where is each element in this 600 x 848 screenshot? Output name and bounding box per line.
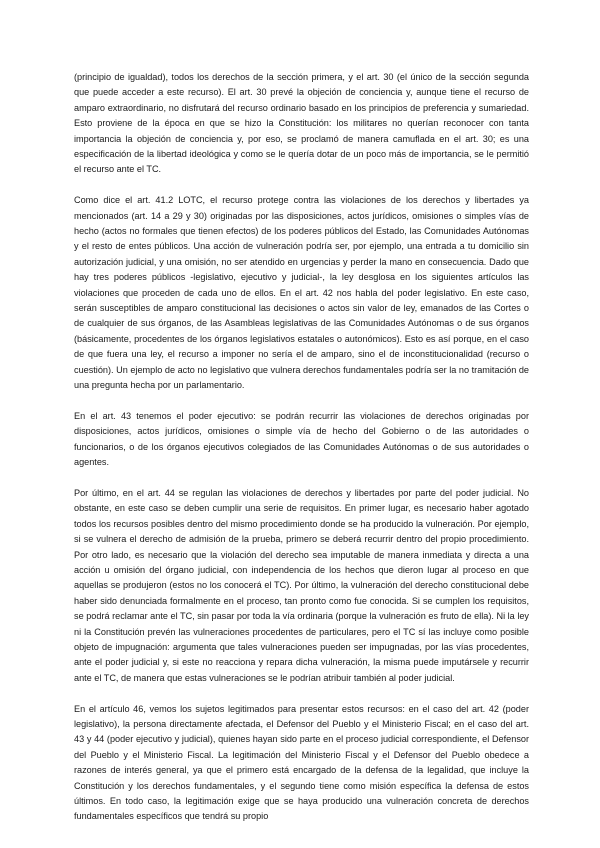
paragraph-objecion-conciencia: (principio de igualdad), todos los derechos de la sección primera, y el art. 30 (el único de la sección segunda que puede acceder a este recurso). El art. 30 prevé la objeción de conciencia y, aunque tiene el recurso de amparo extraordinario, no disfrutará del recurso ordinario basado en los principios de preferencia y sumariedad. Esto proviene de la época en que se hizo la Constitución: los militares no querían reconocer con tanta importancia la objeción de conciencia y, por eso, se proclamó de manera camuflada en el art. 30; es una especificación de la libertad ideológica y como se le quería dotar de un poco más de importancia, se le permitió el recurso ante el TC. bbox=[74, 72, 529, 175]
paragraph-art-46: En el artículo 46, vemos los sujetos legitimados para presentar estos recursos: en el caso del art. 42 (poder legislativo), la persona directamente afectada, el Defensor del Pueblo y el Ministerio Fiscal; en el caso del art. 43 y 44 (poder ejecutivo y judicial), quienes hayan sido parte en el proceso judicial correspondiente, el Defensor del Pueblo y el Ministerio Fiscal. La legitimación del Ministerio Fiscal y el Defensor del Pueblo obedece a razones de interés general, ya que el primero está encargado de la defensa de la legalidad, que incluye la Constitución y los derechos fundamentales, y el segundo tiene como misión específica la defensa de estos últimos. En todo caso, la legitimación exige que se haya producido una vulneración concreta de derechos fundamentales específicos que tendrá su propio bbox=[74, 703, 529, 822]
paragraph-art-43: En el art. 43 tenemos el poder ejecutivo: se podrán recurrir las violaciones de derechos originadas por disposiciones, actos jurídicos, omisiones o simple vía de hecho del Gobierno o de las autoridades o funcionarios, o de los órganos ejecutivos colegiados de las Comunidades Autónomas o de sus autoridades o agentes. bbox=[74, 410, 529, 468]
paragraph-art-41-42: Como dice el art. 41.2 LOTC, el recurso protege contra las violaciones de los derechos y libertades ya mencionados (art. 14 a 29 y 30) originadas por las disposiciones, actos jurídicos, omisiones o simples vías de hecho (actos no formales que tienen efectos) de los poderes públicos del Estado, las Comunidades Autónomas y el resto de entes públicos. Una acción de vulneración podría ser, por ejemplo, una entrada a tu domicilio sin autorización judicial, y una omisión, no ser atendido en urgencias y perder la mano en consecuencia. Dado que hay tres poderes públicos -legislativo, ejecutivo y judicial-, la ley desglosa en los siguientes artículos las violaciones que proceden de cada uno de ellos. En el art. 42 nos habla del poder legislativo. En este caso, serán susceptibles de amparo constitucional las decisiones o actos sin valor de ley, emanados de las Cortes o de cualquier de sus órganos, de las Asambleas legislativas de las Comunidades Autónomas o de sus órganos (básicamente, procedentes de los órganos legislativos estatales o autonómicos). Esto es así porque, en el caso de que fuera una ley, el recurso a imponer no sería el de amparo, sino el de inconstitucionalidad (recurso o cuestión). Un ejemplo de acto no legislativo que vulnera derechos fundamentales podría ser la no tramitación de una pregunta hecha por un parlamentario. bbox=[74, 195, 529, 391]
paragraph-art-44: Por último, en el art. 44 se regulan las violaciones de derechos y libertades por parte del poder judicial. No obstante, en este caso se deben cumplir una serie de requisitos. En primer lugar, es necesario haber agotado todos los recursos posibles dentro del mismo procedimiento donde se ha producido la vulneración. Por ejemplo, si se vulnera el derecho de admisión de la prueba, primero se deberá recurrir dentro del propio procedimiento. Por otro lado, es necesario que la violación del derecho sea imputable de manera inmediata y directa a una acción u omisión del órgano judicial, con independencia de los hechos que dieron lugar al proceso en que aquellas se produjeron (estos no los conocerá el TC). Por último, la vulneración del derecho constitucional debe haber sido denunciada formalmente en el proceso, tan pronto como fue conocida. Si se cumplen los requisitos, se podrá reclamar ante el TC, sin pasar por toda la vía ordinaria (porque la vulneración es fruto de ella). Ni la ley ni la Constitución prevén las vulneraciones procedentes de particulares, pero el TC sí las incluye como posible objeto de impugnación: argumenta que tales vulneraciones pueden ser impugnadas, por las vías procedentes, ante el poder judicial y, si este no reacciona y repara dicha vulneración, la misma puede imputársele y recurrir ante el TC, de manera que estas vulneraciones se le podrían atribuir también al poder judicial. bbox=[74, 487, 529, 683]
document-page bbox=[74, 70, 529, 840]
